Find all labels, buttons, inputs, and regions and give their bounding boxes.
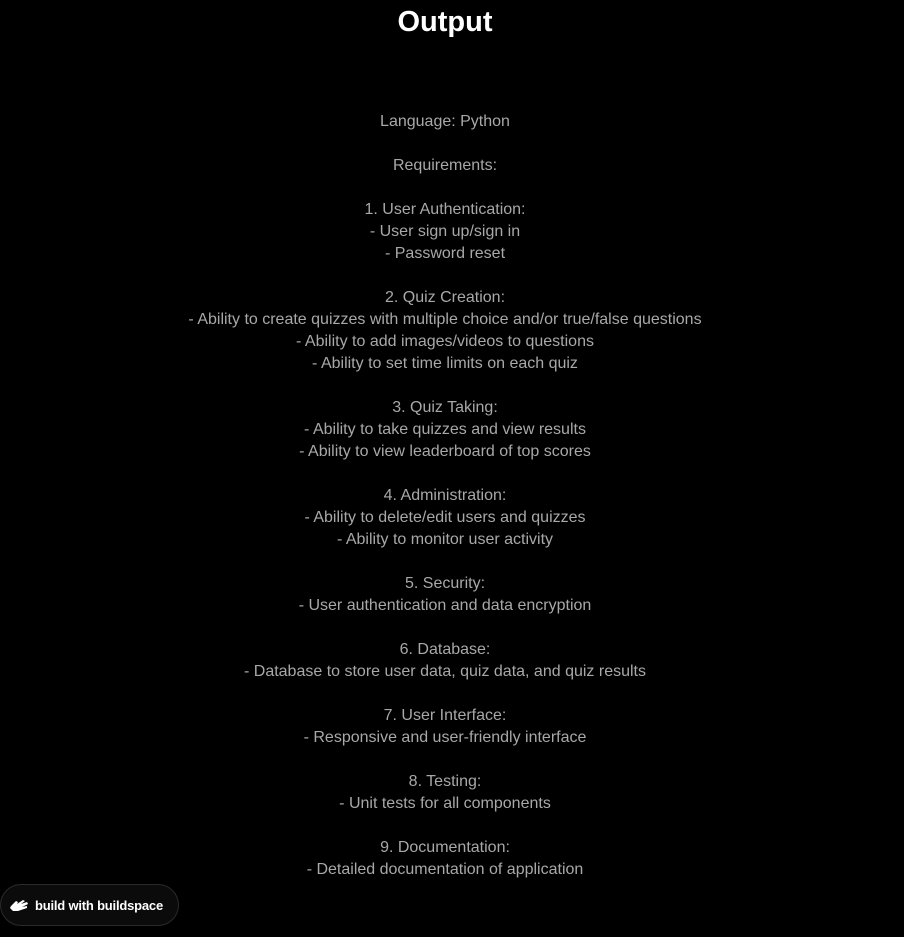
output-line: - Database to store user data, quiz data, and quiz results xyxy=(243,663,646,680)
output-section-security xyxy=(0,573,890,617)
badge-label: build with buildspace xyxy=(35,897,163,913)
output-section-testing xyxy=(0,771,890,815)
hand-icon xyxy=(9,896,29,914)
output-line: Language: Python xyxy=(380,113,510,130)
output-section-user-interface xyxy=(0,705,890,749)
output-line: - Ability to view leaderboard of top scores xyxy=(299,443,591,460)
output-section-quiz-taking xyxy=(0,397,890,463)
output-line: - Ability to create quizzes with multiple choice and/or true/false questions xyxy=(188,311,702,328)
output-line: - Detailed documentation of application xyxy=(306,861,584,878)
output-line: 6. Database: xyxy=(399,641,491,658)
output-line: 9. Documentation: xyxy=(380,839,510,856)
output-line: - Unit tests for all components xyxy=(339,795,551,812)
output-line: - User sign up/sign in xyxy=(369,223,521,240)
output-section-quiz-creation xyxy=(0,287,890,375)
output-section-documentation xyxy=(0,837,890,881)
output-text xyxy=(0,111,890,903)
output-line: - User authentication and data encryption xyxy=(298,597,592,614)
output-line: - Ability to set time limits on each quiz xyxy=(312,355,578,372)
output-section-database xyxy=(0,639,890,683)
output-line: - Ability to take quizzes and view results xyxy=(304,421,586,438)
output-line: - Password reset xyxy=(384,245,506,262)
output-line: - Ability to monitor user activity xyxy=(336,531,554,548)
output-line: 7. User Interface: xyxy=(383,707,507,724)
output-section-administration xyxy=(0,485,890,551)
output-line: - Responsive and user-friendly interface xyxy=(303,729,587,746)
output-section-authentication xyxy=(0,199,890,265)
output-line: 2. Quiz Creation: xyxy=(384,289,506,306)
build-with-buildspace-badge[interactable] xyxy=(0,884,179,926)
output-line: Requirements: xyxy=(392,157,498,174)
output-line: 5. Security: xyxy=(404,575,486,592)
output-section-requirements xyxy=(0,155,890,177)
output-section-language xyxy=(0,111,890,133)
output-line: 8. Testing: xyxy=(408,773,482,790)
output-line: - Ability to delete/edit users and quizzes xyxy=(304,509,586,526)
page-title: Output xyxy=(397,6,493,38)
output-line: 3. Quiz Taking: xyxy=(392,399,498,416)
output-line: 4. Administration: xyxy=(383,487,507,504)
output-line: - Ability to add images/videos to questions xyxy=(296,333,594,350)
output-line: 1. User Authentication: xyxy=(364,201,526,218)
